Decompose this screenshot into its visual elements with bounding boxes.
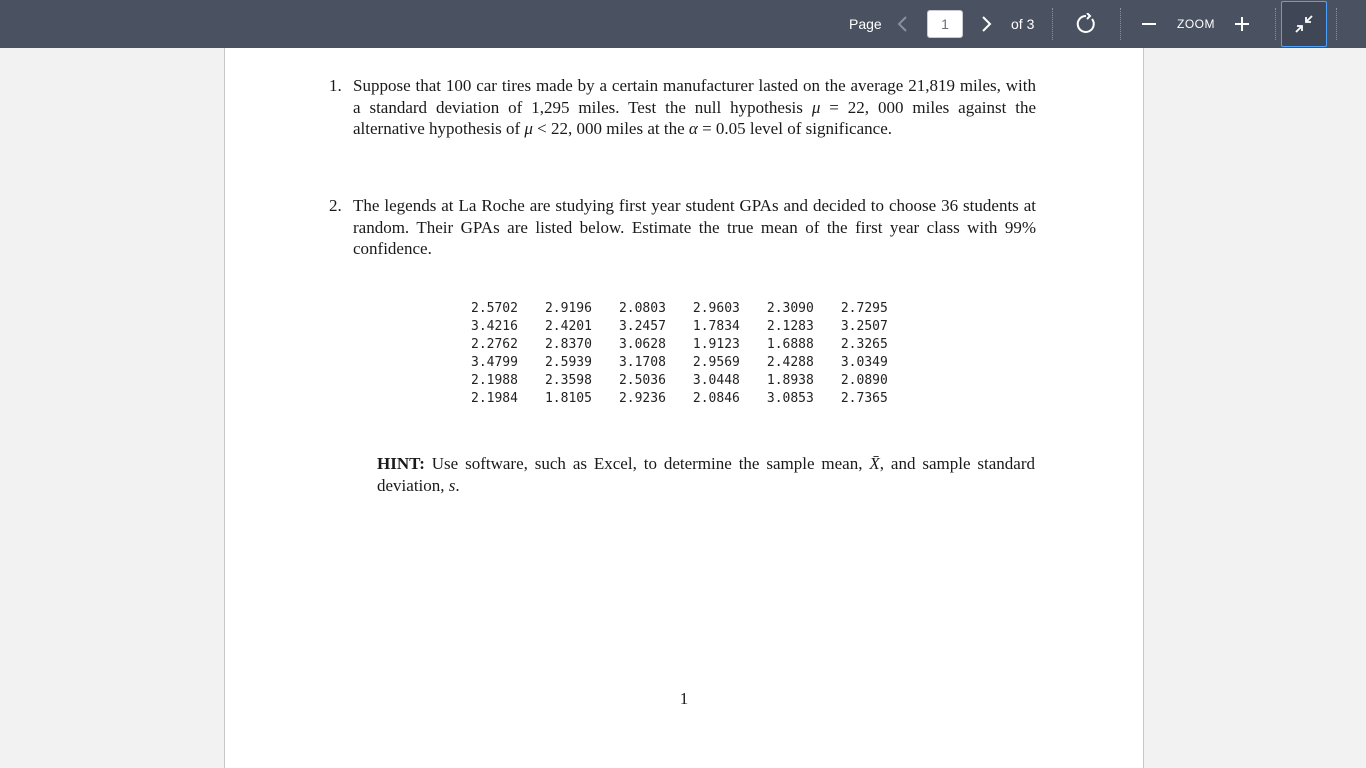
table-cell: 2.0803: [618, 301, 666, 316]
pdf-toolbar: [0, 0, 1366, 48]
hint-text-part: .: [455, 475, 460, 495]
collapse-arrows-icon: [1294, 14, 1314, 34]
table-cell: 2.3090: [766, 301, 814, 316]
chevron-left-icon: [895, 15, 911, 33]
table-cell: 2.3598: [544, 373, 592, 388]
question-text-part: = 22, 000 miles against the alternative hypothesis of: [353, 97, 1036, 139]
table-cell: 2.7365: [840, 391, 888, 406]
hint-text-part: Use software, such as Excel, to determine the sample mean,: [424, 454, 870, 473]
page-number: 1: [679, 689, 689, 708]
table-cell: 2.9603: [692, 301, 740, 316]
table-cell: 3.2457: [618, 319, 666, 334]
table-cell: 2.0846: [692, 391, 740, 406]
minus-icon: [1141, 16, 1157, 32]
math-symbol: s: [448, 475, 456, 495]
separator: [1052, 8, 1053, 40]
zoom-label: ZOOM: [1177, 17, 1215, 31]
table-cell: 2.4201: [544, 319, 592, 334]
question-text: The legends at La Roche are studying first year student GPAs and decided to choose 36 students at random. Their GPAs are listed below. Estimate the true mean of the first year class with 99% confidence.: [353, 196, 1036, 259]
math-symbol: X̄: [869, 454, 880, 473]
question-text-part: < 22, 000 miles at the: [532, 119, 689, 139]
question-number: 2.: [329, 196, 342, 215]
table-cell: 2.4288: [766, 355, 814, 370]
prev-page-button[interactable]: [888, 9, 918, 39]
table-cell: 3.1708: [618, 355, 666, 370]
table-cell: 1.9123: [692, 337, 740, 352]
separator: [1336, 8, 1337, 40]
question-text-part: = 0.05 level of significance.: [697, 119, 892, 139]
table-cell: 2.8370: [544, 337, 592, 352]
table-row: [471, 300, 888, 318]
table-cell: 2.9569: [692, 355, 740, 370]
table-cell: 2.5036: [618, 373, 666, 388]
table-row: [471, 354, 888, 372]
question-text-part: Suppose that 100 car tires made by a certain manufacturer lasted on the average 21,819 miles, with a standard deviation of 1,295 miles. Test the null hypothesis: [353, 76, 1036, 117]
page-number-input[interactable]: 1: [927, 10, 963, 38]
table-cell: 3.0853: [766, 391, 814, 406]
math-symbol: μ: [524, 119, 533, 139]
table-cell: 3.0448: [692, 373, 740, 388]
table-cell: 2.0890: [840, 373, 888, 388]
table-cell: 3.4799: [471, 355, 518, 370]
table-cell: 1.6888: [766, 337, 814, 352]
plus-icon: [1234, 16, 1250, 32]
math-symbol: μ: [811, 97, 821, 117]
table-cell: 2.2762: [471, 337, 518, 352]
table-cell: 2.9196: [544, 301, 592, 316]
gpa-table: [471, 300, 888, 408]
table-cell: 2.1984: [471, 391, 518, 406]
hint-label: HINT:: [377, 454, 425, 473]
table-cell: 1.7834: [692, 319, 740, 334]
question-2: [329, 195, 1036, 260]
table-cell: 3.0349: [840, 355, 888, 370]
page-label: Page: [849, 16, 882, 32]
hint-paragraph: [377, 453, 1035, 496]
table-cell: 3.0628: [618, 337, 666, 352]
table-cell: 2.1283: [766, 319, 814, 334]
separator: [1275, 8, 1276, 40]
table-cell: 2.5939: [544, 355, 592, 370]
table-cell: 1.8938: [766, 373, 814, 388]
table-cell: 2.1988: [471, 373, 518, 388]
table-cell: 2.5702: [471, 301, 518, 316]
document-page: [224, 48, 1144, 768]
page-count: of 3: [1011, 16, 1035, 32]
chevron-right-icon: [978, 15, 994, 33]
zoom-in-button[interactable]: [1227, 9, 1257, 39]
table-row: [471, 390, 888, 408]
gpa-table-body: [471, 300, 888, 408]
table-cell: 2.7295: [840, 301, 888, 316]
hint-text-part: , and sample standard deviation,: [377, 454, 1035, 495]
question-1: [329, 75, 1036, 140]
rotate-button[interactable]: [1071, 9, 1101, 39]
table-cell: 3.4216: [471, 319, 518, 334]
fit-page-button[interactable]: [1281, 1, 1327, 47]
math-symbol: α: [688, 119, 698, 139]
table-row: [471, 336, 888, 354]
table-cell: 3.2507: [840, 319, 888, 334]
next-page-button[interactable]: [971, 9, 1001, 39]
question-text: [353, 75, 1036, 140]
table-cell: 1.8105: [544, 391, 592, 406]
zoom-out-button[interactable]: [1134, 9, 1164, 39]
table-row: [471, 372, 888, 390]
table-row: [471, 318, 888, 336]
separator: [1120, 8, 1121, 40]
table-cell: 2.9236: [618, 391, 666, 406]
question-number: 1.: [329, 76, 342, 95]
rotate-icon: [1075, 13, 1097, 35]
table-cell: 2.3265: [840, 337, 888, 352]
